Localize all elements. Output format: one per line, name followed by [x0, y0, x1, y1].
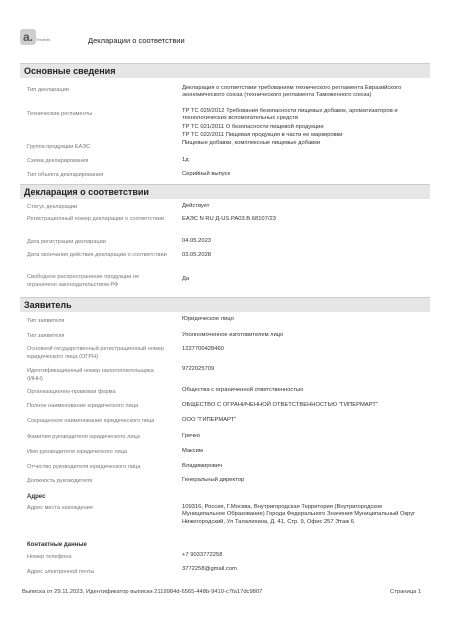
short-name-value: ООО "ГИПЕРМАРТ" — [182, 417, 237, 423]
free-label: Свободное распространение продукции не ограничено законодательством РФ — [27, 274, 140, 288]
footer-page-number: Страница 1 — [390, 589, 422, 595]
footer-extract-info: Выписка от 29.11.2023, Идентификатор выписки 2119984d-6565-448b-9410-c7fa17dc9807 — [22, 589, 263, 595]
applicant-kind-value: Уполномоченное изготовителем лицо — [182, 332, 284, 338]
reg-date-label: Дата регистрации декларации — [27, 239, 106, 245]
reg-date-value: 04.05.2023 — [182, 238, 212, 244]
section-applicant: Заявитель — [20, 297, 430, 312]
inn-value: 9722025709 — [182, 366, 215, 372]
tech-reg-value-2: ТР ТС 021/2011 О безопасности пищевой продукции — [182, 124, 324, 130]
scheme-label: Схема декларирования — [27, 158, 89, 164]
applicant-type-value: Юридическое лицо — [182, 316, 234, 322]
first-name-label: Имя руководителя юридического лица — [27, 449, 128, 455]
status-label: Статус декларации — [27, 204, 78, 210]
full-name-label: Полное наименование юридического лица — [27, 403, 139, 409]
section-declaration: Декларация о соответствии — [20, 184, 430, 199]
position-value: Генеральный директор — [182, 477, 245, 483]
phone-value: +7 9033772258 — [182, 552, 223, 558]
position-label: Должность руководителя — [27, 478, 93, 484]
form-label: Организационно-правовая форма — [27, 389, 116, 395]
free-value: Да — [182, 276, 190, 282]
email-label: Адрес электронной почты — [27, 569, 95, 575]
status-value: Действует — [182, 203, 210, 209]
patronymic-value: Владимирович — [182, 463, 223, 469]
full-name-value: ОБЩЕСТВО С ОГРАНИЧЕННОЙ ОТВЕТСТВЕННОСТЬЮ "ГИПЕРМАРТ" — [182, 402, 378, 408]
tech-reg-value-3: ТР ТС 022/2011 Пищевая продукция в части ее маркировки — [182, 132, 343, 138]
surname-label: Фамилия руководителя юридического лица — [27, 434, 140, 440]
inn-label: Идентификационный номер налогоплательщика (ИНН) — [27, 368, 154, 382]
logo — [20, 29, 51, 51]
header-title: Декларации о соответствии — [88, 36, 185, 45]
tech-reg-value-1: ТР ТС 029/2012 Требования безопасности пищевых добавок, ароматизаторов и технологических вспомогательных средств — [182, 108, 398, 122]
contacts-heading: Контактные данные — [27, 542, 87, 548]
address-label: Адрес места нахождения — [27, 505, 93, 511]
patronymic-label: Отчество руководителя юридического лица — [27, 464, 141, 470]
surname-value: Гречко — [182, 433, 200, 439]
phone-label: Номер телефона — [27, 554, 72, 560]
email-value: 3772258@gmail.com — [182, 566, 237, 572]
logo-text: Tenderfin — [36, 38, 51, 42]
decl-type-value: Декларация о соответствии требованиям технического регламента Евразийского экономического союза (технического регламента Таможенного союза) — [182, 85, 402, 99]
applicant-type-label: Тип заявителя — [27, 318, 65, 324]
applicant-kind-label: Тип заявителя — [27, 333, 65, 339]
ogrn-label: Основной государственный регистрационный номер юридического лица (ОГРН) — [27, 346, 164, 360]
reg-num-value: ЕАЭС N RU Д-US.РА03.В.68107/23 — [182, 216, 276, 222]
end-date-value: 03.05.2028 — [182, 252, 212, 258]
ogrn-value: 1227700428460 — [182, 346, 224, 352]
short-name-label: Сокращенное наименование юридического лица — [27, 418, 155, 424]
scheme-value: 1д — [182, 157, 189, 163]
form-value: Общества с ограниченной ответственностью — [182, 387, 304, 393]
first-name-value: Максим — [182, 448, 203, 454]
decl-type-label: Тип декларации — [27, 87, 69, 93]
address-value: 109316, Россия, Г.Москва, Внутригородская Территория (Внутригородское Муниципальное Образование) Города Федерального Значения Муниципальный Округ Нижегородский, Ул Талалихина, Д. 41, Стр. 9, Офис 257 Этаж 6 — [182, 504, 416, 525]
tech-reg-label: Технические регламенты — [27, 111, 93, 117]
logo-badge: a. — [20, 29, 36, 45]
object-label: Тип объекта декларирования — [27, 172, 104, 178]
address-heading: Адрес — [27, 494, 46, 500]
group-value: Пищевые добавки, комплексные пищевые добавки — [182, 140, 321, 146]
end-date-label: Дата окончания действия декларации о соответствии — [27, 252, 167, 258]
section-main-info: Основные сведения — [20, 63, 430, 78]
reg-num-label: Регистрационный номер декларации о соответствии — [27, 216, 165, 222]
group-label: Группа продукции ЕАЭС — [27, 144, 91, 150]
object-value: Серийный выпуск — [182, 171, 230, 177]
